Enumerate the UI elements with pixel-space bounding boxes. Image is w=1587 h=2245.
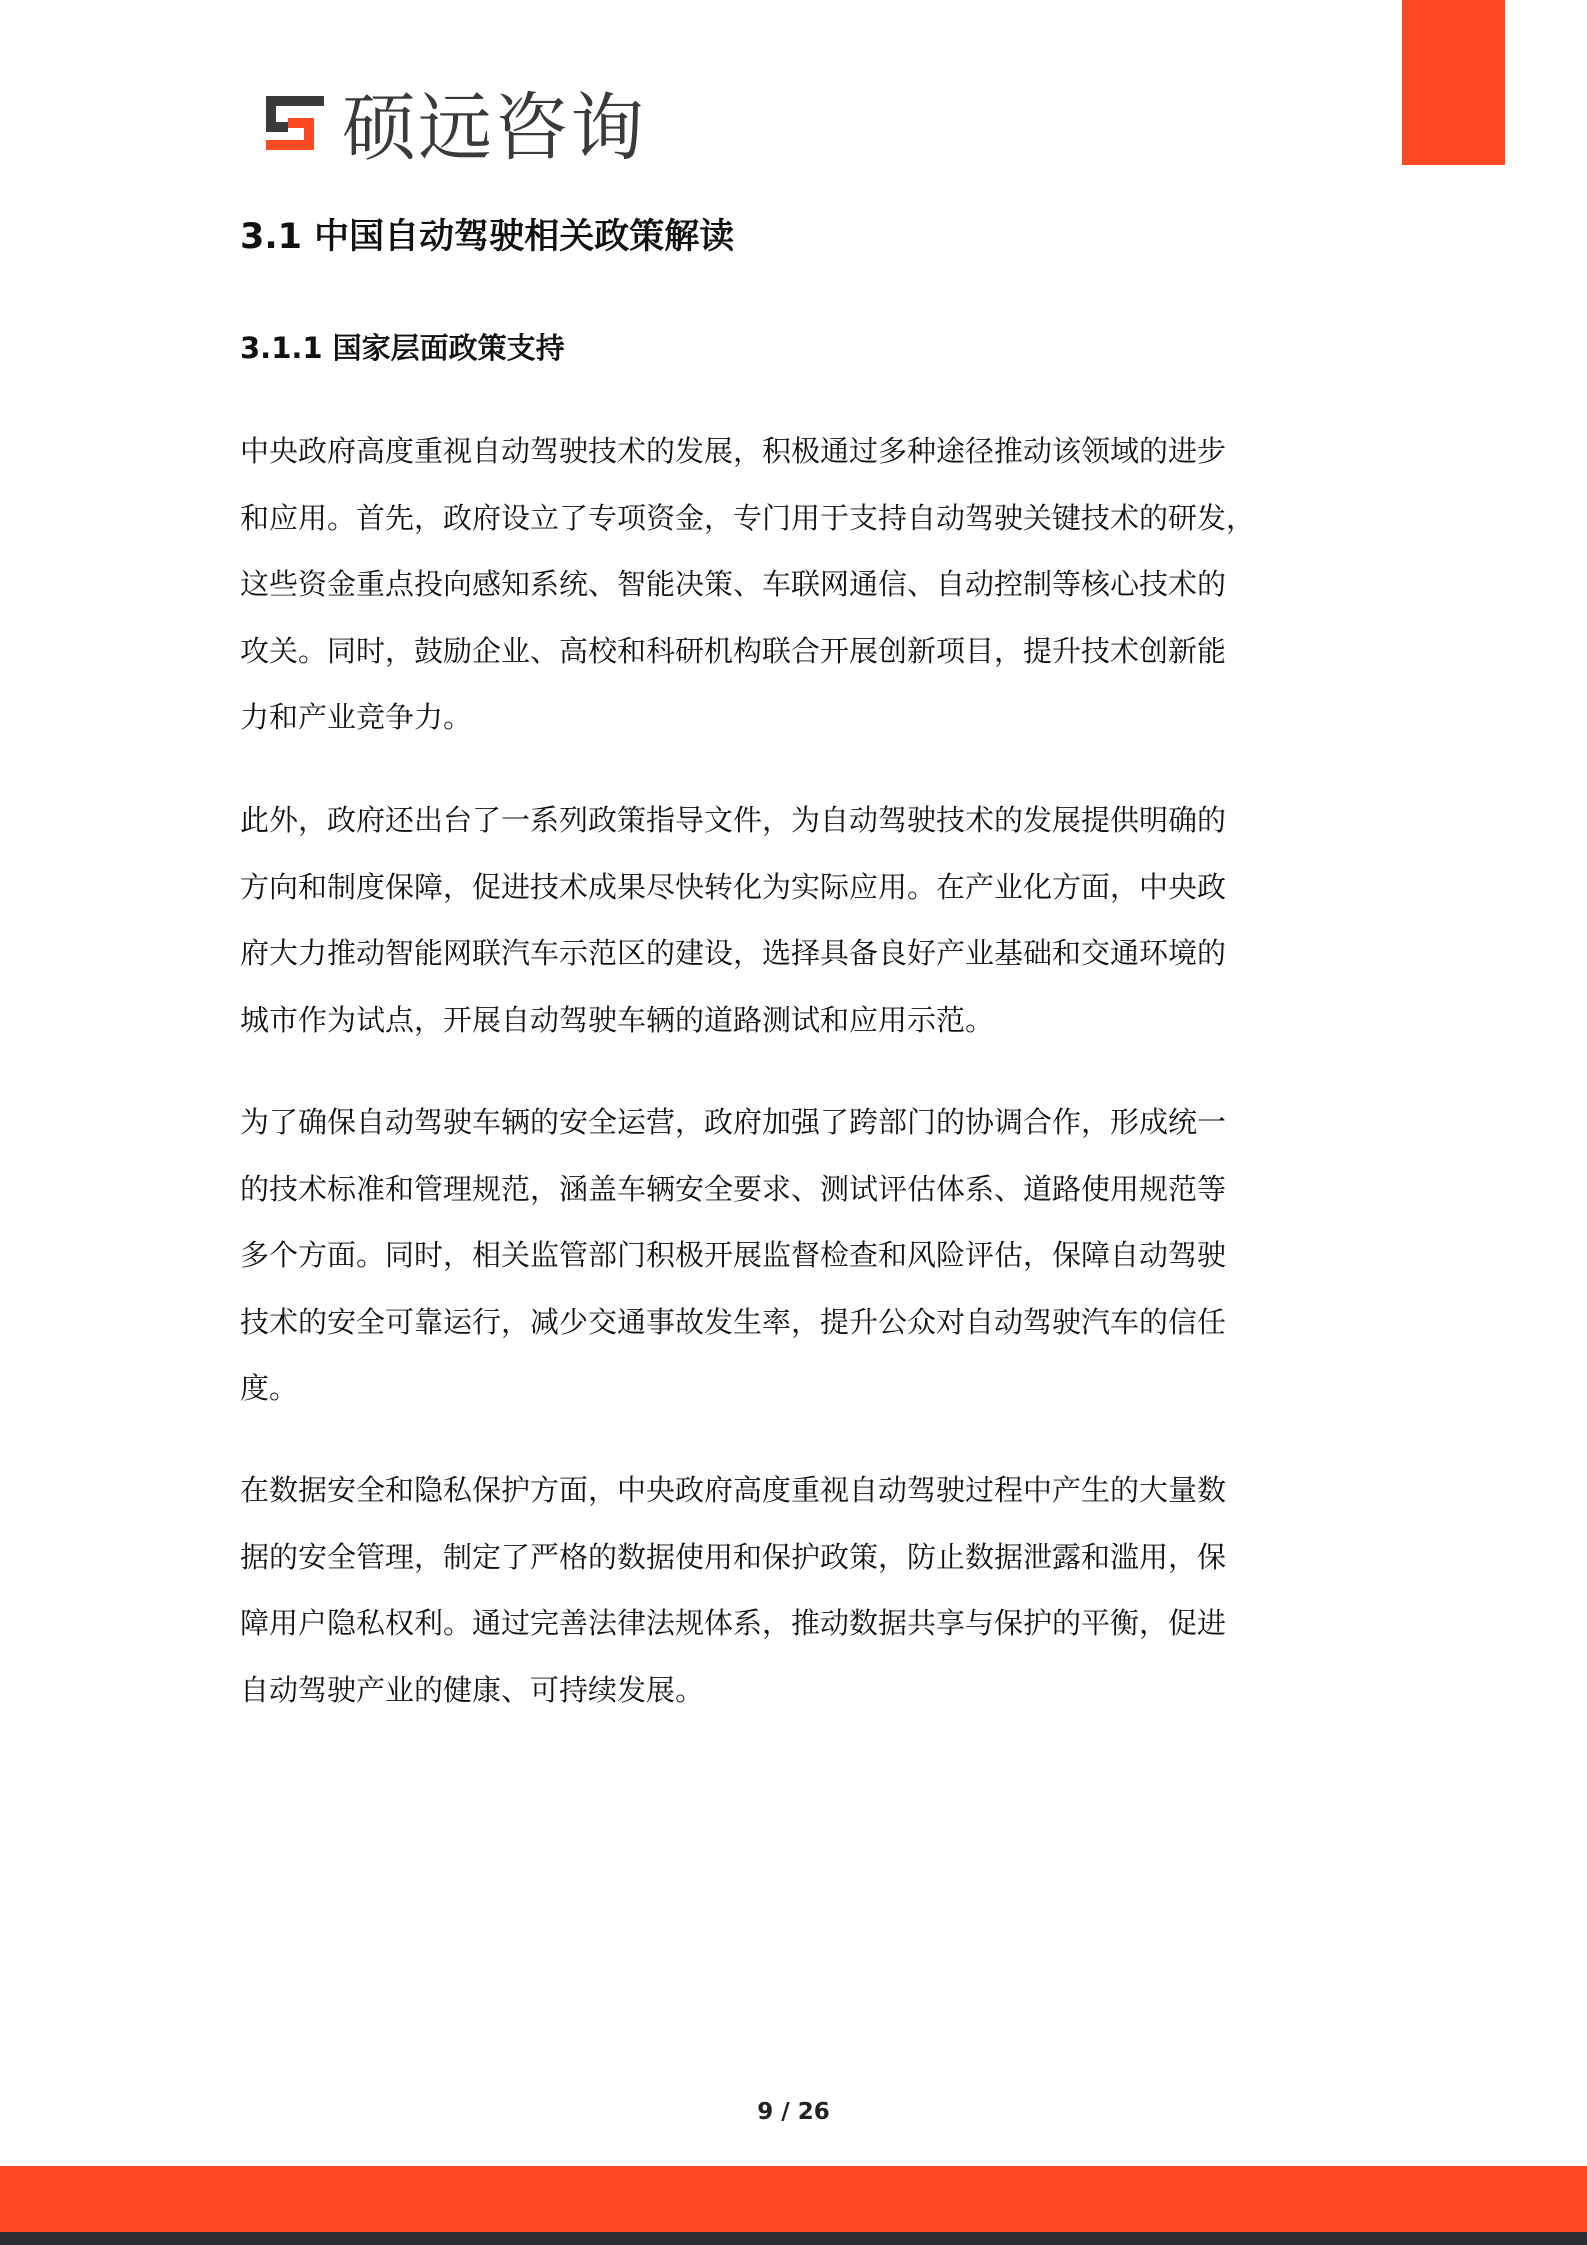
corner-accent-tab — [1402, 0, 1505, 165]
paragraph-line: 据的安全管理，制定了严格的数据使用和保护政策，防止数据泄露和滥用，保 — [240, 1539, 1227, 1574]
footer-dark-strip — [0, 2232, 1587, 2245]
paragraph-line: 府大力推动智能网联汽车示范区的建设，选择具备良好产业基础和交通环境的 — [240, 936, 1227, 970]
paragraph-3 — [240, 1089, 1350, 1422]
paragraph-line: 中央政府高度重视自动驾驶技术的发展，积极通过多种途径推动该领域的进步 — [240, 434, 1227, 468]
paragraph-line: 度。 — [240, 1371, 299, 1405]
paragraph-1 — [240, 418, 1350, 751]
paragraph-2 — [240, 787, 1350, 1053]
paragraph-line: 在数据安全和隐私保护方面，中央政府高度重视自动驾驶过程中产生的大量数 — [240, 1473, 1227, 1507]
paragraph-line: 这些资金重点投向感知系统、智能决策、车联网通信、自动控制等核心技术的 — [240, 567, 1227, 601]
paragraph-line: 多个方面。同时，相关监管部门积极开展监督检查和风险评估，保障自动驾驶 — [240, 1238, 1227, 1272]
paragraph-line: 和应用。首先，政府设立了专项资金，专门用于支持自动驾驶关键技术的研发， — [240, 500, 1256, 535]
paragraph-line: 技术的安全可靠运行，减少交通事故发生率，提升公众对自动驾驶汽车的信任 — [240, 1304, 1227, 1339]
paragraph-line: 为了确保自动驾驶车辆的安全运营，政府加强了跨部门的协调合作，形成统一 — [240, 1105, 1227, 1139]
paragraph-line: 的技术标准和管理规范，涵盖车辆安全要求、测试评估体系、道路使用规范等 — [240, 1171, 1227, 1206]
brand-mark-icon — [258, 92, 332, 164]
paragraph-line: 障用户隐私权利。通过完善法律法规体系，推动数据共享与保护的平衡，促进 — [240, 1606, 1227, 1640]
paragraph-line: 方向和制度保障，促进技术成果尽快转化为实际应用。在产业化方面，中央政 — [240, 869, 1227, 904]
paragraph-line: 力和产业竞争力。 — [240, 700, 473, 734]
page-number: 9 / 26 — [757, 2099, 830, 2125]
paragraph-line: 城市作为试点，开展自动驾驶车辆的道路测试和应用示范。 — [240, 1002, 995, 1037]
section-title: 3.1 中国自动驾驶相关政策解读 — [240, 217, 735, 257]
paragraph-line: 此外，政府还出台了一系列政策指导文件，为自动驾驶技术的发展提供明确的 — [240, 803, 1227, 837]
brand-logo — [258, 85, 646, 171]
paragraph-4 — [240, 1457, 1350, 1723]
footer-accent-band — [0, 2166, 1587, 2232]
brand-name: 硕远咨询 — [342, 85, 646, 171]
paragraph-line: 自动驾驶产业的健康、可持续发展。 — [240, 1672, 705, 1707]
paragraph-line: 攻关。同时，鼓励企业、高校和科研机构联合开展创新项目，提升技术创新能 — [240, 633, 1227, 668]
subsection-title: 3.1.1 国家层面政策支持 — [240, 331, 565, 365]
